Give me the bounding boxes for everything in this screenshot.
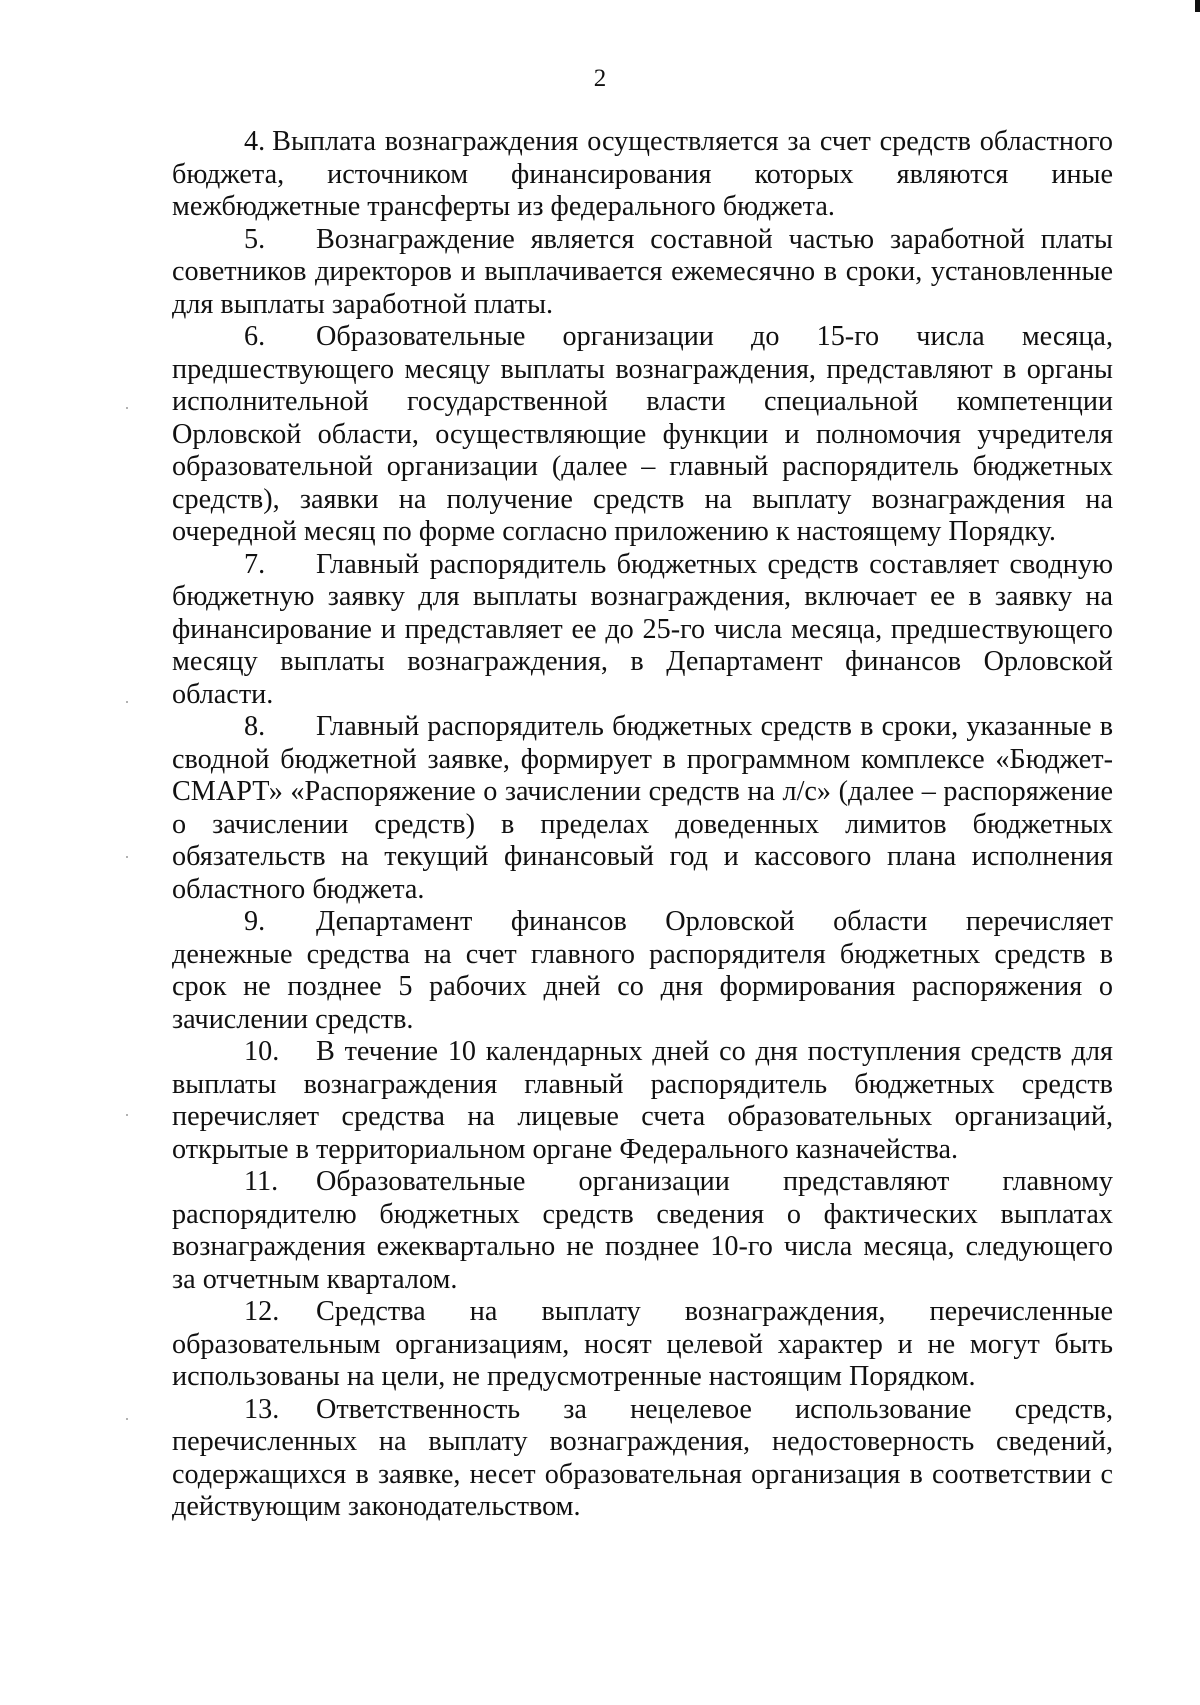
paragraph-number: 5.: [244, 223, 266, 255]
paragraph-7: [172, 549, 1113, 712]
paragraph-9: [172, 906, 1113, 1036]
paragraph-10: [172, 1036, 1113, 1166]
paragraph-number: 13.: [244, 1393, 280, 1425]
paragraph-text: Ответственность за нецелевое использование средств, перечисленных на выплату вознаграждения, недостоверность сведений, содержащихся в заявке, несет образовательная организация в соответствии с действующим законодательством.: [172, 1393, 1113, 1522]
document-body: [172, 126, 1113, 1524]
paragraph-text: Выплата вознаграждения осуществляется за счет средств областного бюджета, источником финансирования которых являются иные межбюджетные трансферты из федерального бюджета.: [172, 126, 1113, 222]
paragraph-8: [172, 711, 1113, 906]
paragraph-4: [172, 126, 1113, 224]
paragraph-text: Главный распорядитель бюджетных средств составляет сводную бюджетную заявку для выплаты вознаграждения, включает ее в заявку на финансирование и представляет ее до 25-го числа месяца, предшествующего месяцу выплаты вознаграждения, в Департамент финансов Орловской области.: [172, 548, 1113, 710]
paragraph-11: [172, 1166, 1113, 1296]
paragraph-text: Департамент финансов Орловской области перечисляет денежные средства на счет главного распорядителя бюджетных средств в срок не позднее 5 рабочих дней со дня формирования распоряжения о зачислении средств.: [172, 906, 1113, 1035]
paragraph-number: 11.: [244, 1166, 279, 1197]
paragraph-text: Образовательные организации представляют главному распорядителю бюджетных средств сведения о фактических выплатах вознаграждения ежеквартально не позднее 10-го числа месяца, следующего за отчетным кварталом.: [172, 1166, 1113, 1295]
paragraph-text: Вознаграждение является составной частью заработной платы советников директоров и выплачивается ежемесячно в сроки, установленные для выплаты заработной платы.: [172, 223, 1113, 320]
scan-margin-dot: [126, 856, 128, 858]
paragraph-number: 9.: [244, 906, 266, 937]
paragraph-5: [172, 224, 1113, 322]
paragraph-number: 4.: [244, 126, 266, 157]
paragraph-text: В течение 10 календарных дней со дня поступления средств для выплаты вознаграждения главный распорядитель бюджетных средств перечисляет средства на лицевые счета образовательных организаций, открытые в территориальном органе Федерального казначейства.: [172, 1036, 1113, 1165]
scan-margin-dot: [126, 407, 128, 409]
paragraph-text: Образовательные организации до 15-го числа месяца, предшествующего месяцу выплаты вознаграждения, представляют в органы исполнительной государственной власти специальной компетенции Орловской области, осуществляющие функции и полномочия учредителя образовательной организации (далее – главный распорядитель бюджетных средств), заявки на получение средств на выплату вознаграждения на очередной месяц по форме согласно приложению к настоящему Порядку.: [172, 321, 1113, 547]
page-number: 2: [593, 65, 607, 92]
scan-margin-dot: [126, 1418, 128, 1420]
paragraph-text: Средства на выплату вознаграждения, перечисленные образовательным организациям, носят целевой характер и не могут быть использованы на цели, не предусмотренные настоящим Порядком.: [172, 1296, 1113, 1392]
scan-edge-mark: [1195, 0, 1200, 12]
scan-margin-dot: [126, 1114, 128, 1116]
paragraph-number: 10.: [244, 1036, 280, 1067]
scan-margin-dot: [126, 701, 128, 703]
paragraph-13: [172, 1394, 1113, 1524]
paragraph-6: [172, 321, 1113, 549]
paragraph-text: Главный распорядитель бюджетных средств в сроки, указанные в сводной бюджетной заявке, формирует в программном комплексе «Бюджет-СМАРТ» «Распоряжение о зачислении средств на л/с» (далее – распоряжение о зачислении средств) в пределах доведенных лимитов бюджетных обязательств на текущий финансовый год и кассового плана исполнения областного бюджета.: [172, 711, 1113, 905]
paragraph-12: [172, 1296, 1113, 1394]
paragraph-number: 6.: [244, 321, 266, 352]
paragraph-number: 12.: [244, 1296, 280, 1327]
paragraph-number: 7.: [244, 548, 266, 580]
paragraph-number: 8.: [244, 711, 266, 742]
